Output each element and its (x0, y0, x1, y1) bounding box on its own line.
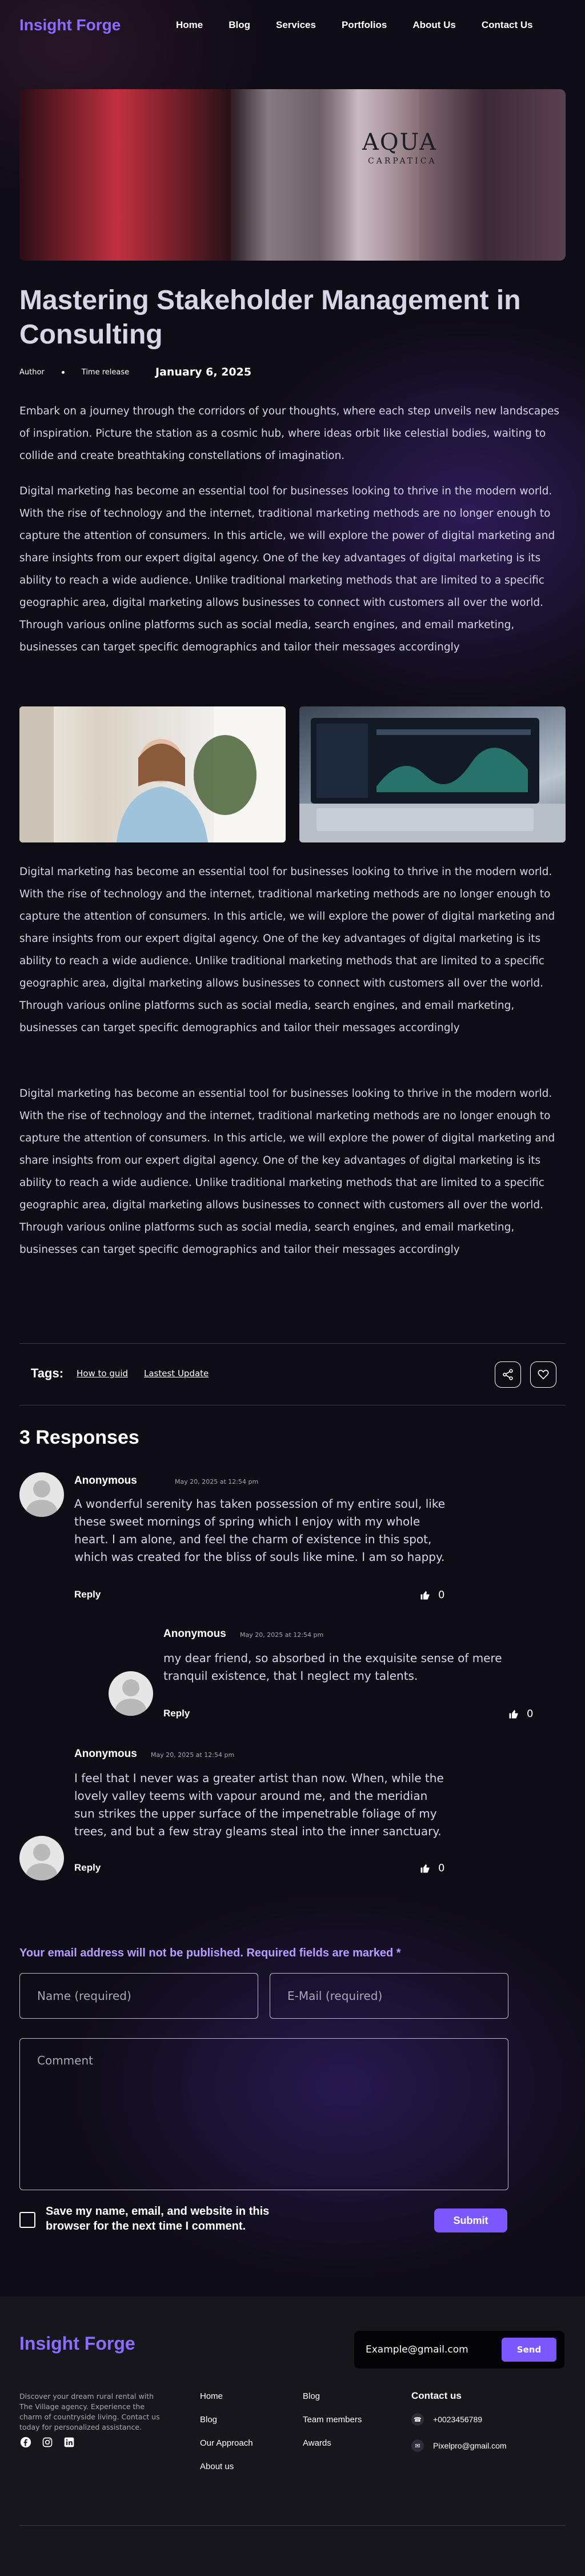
bottle-graphic (231, 89, 438, 261)
article-meta (19, 368, 129, 377)
bottle-brand-text: AQUA (362, 129, 438, 155)
nav-blog[interactable]: Blog (229, 19, 251, 30)
save-info-label: Save my name, email, and website in this browser for the next time I comment. (46, 2205, 270, 2232)
footer-link-team-members[interactable]: Team members (303, 2415, 362, 2425)
reply-button[interactable]: Reply (74, 1862, 101, 1873)
article-paragraph-2: Digital marketing has become an essential tool for businesses looking to thrive in the modern world. With the rise of technology and the internet, traditional marketing methods are no longer enough to capture the attention of consumers. In this article, we will explore the power of digital marketing and share insights from our expert digital agency. One of the key advantages of digital marketing is its ability to reach a wide audience. Unlike traditional marketing methods that are limited to a specific geographic area, digital marketing allows businesses to connect with customers all over the world. Through various online platforms such as social media, search engines, and email marketing, businesses can target specific demographics and tailor their messages accordingly (19, 866, 555, 1034)
footer-link-blog-2[interactable]: Blog (303, 2391, 320, 2401)
comment-textarea[interactable] (19, 2038, 508, 2190)
email-input[interactable] (270, 1973, 508, 2019)
comment-text: I feel that I never was a greater artist than now. When, while the lovely valley teems with vapour around me, and the meridian sun strikes the upper surface of the impenetrable foliage of my trees, and but a few stray gleams steal into the inner sanctuary. (74, 1771, 444, 1838)
comment-text: A wonderful serenity has taken possession of my entire soul, like these sweet mornings of spring which I enjoy with my whole heart. I am alone, and feel the charm of existence in this spot, which was created for the bliss of souls like mine. I am so happy. (74, 1497, 446, 1564)
like-count: 0 (438, 1862, 445, 1874)
phone-number: +0023456789 (433, 2415, 483, 2424)
linkedin-icon[interactable] (63, 2436, 75, 2449)
comment-date: May 20, 2025 at 12:54 pm (175, 1478, 259, 1485)
contact-heading: Contact us (411, 2390, 462, 2401)
mail-icon: ✉ (411, 2439, 424, 2452)
save-info-checkbox[interactable] (19, 2212, 35, 2228)
tag-how-to-guid[interactable]: How to guid (77, 1368, 129, 1379)
tags-label: Tags: (31, 1366, 64, 1380)
contact-email[interactable] (411, 2439, 507, 2452)
comment-author: Anonymous (163, 1628, 226, 1640)
nav-contact-us[interactable]: Contact Us (481, 19, 533, 30)
like-count: 0 (527, 1708, 534, 1720)
comment-like[interactable] (508, 1708, 533, 1720)
footer-description: Discover your dream rural rental with The Village agency. Experience the charm of countryside living. Contact us today for personalized assistance. (19, 2392, 160, 2431)
footer-link-about-us[interactable]: About us (200, 2462, 234, 2471)
site-logo[interactable]: Insight Forge (19, 16, 121, 34)
article-paragraph-1: Digital marketing has become an essential tool for businesses looking to thrive in the modern world. With the rise of technology and the internet, traditional marketing methods are no longer enough to capture the attention of consumers. In this article, we will explore the power of digital marketing and share insights from our expert digital agency. One of the key advantages of digital marketing is its ability to reach a wide audience. Unlike traditional marketing methods that are limited to a specific geographic area, digital marketing allows businesses to connect with customers all over the world. Through various online platforms such as social media, search engines, and email marketing, businesses can target specific demographics and tailor their messages accordingly (19, 485, 555, 653)
article-date: January 6, 2025 (155, 366, 252, 378)
article-title: Mastering Stakeholder Management in Consulting (19, 285, 521, 350)
facebook-icon[interactable] (19, 2436, 32, 2449)
nav-portfolios[interactable]: Portfolios (341, 19, 387, 30)
comment-text: my dear friend, so absorbed in the exquisite sense of mere tranquil existence, that I neglect my talents. (163, 1651, 502, 1683)
submit-button[interactable]: Submit (434, 2208, 507, 2232)
comment-date: May 20, 2025 at 12:54 pm (240, 1631, 324, 1639)
hero-image (19, 89, 566, 261)
article-image-laptop (299, 706, 566, 842)
main-nav (176, 19, 533, 31)
like-count: 0 (438, 1589, 445, 1601)
contact-phone[interactable] (411, 2413, 482, 2426)
avatar (109, 1671, 153, 1716)
share-button[interactable] (495, 1361, 521, 1388)
nav-home[interactable]: Home (176, 19, 203, 30)
share-icon (502, 1368, 514, 1381)
article-date-wrap (155, 366, 251, 378)
subscribe-email-input[interactable] (366, 2341, 491, 2358)
footer-col-1 (200, 2391, 253, 2471)
footer-link-blog[interactable]: Blog (200, 2415, 218, 2425)
form-notice: Your email address will not be published. Required fields are marked * (19, 1947, 401, 1959)
tag-lastest-update[interactable]: Lastest Update (144, 1368, 209, 1379)
footer-divider (19, 2525, 566, 2526)
footer-link-our-approach[interactable]: Our Approach (200, 2438, 253, 2448)
comment-like[interactable] (420, 1589, 444, 1601)
responses-title: 3 Responses (19, 1427, 139, 1448)
laptop-illustration (299, 706, 566, 842)
time-release-label: Time release (81, 368, 130, 377)
subscribe-send-button[interactable]: Send (502, 2338, 556, 2362)
nav-about-us[interactable]: About Us (412, 19, 456, 30)
person-illustration (19, 706, 286, 842)
divider-top (19, 1343, 566, 1344)
footer-link-awards[interactable]: Awards (303, 2438, 331, 2448)
phone-icon: ☎ (411, 2413, 424, 2426)
comment-author: Anonymous (74, 1748, 137, 1760)
name-input[interactable] (19, 1973, 258, 2019)
reply-button[interactable]: Reply (74, 1589, 101, 1600)
thumbs-up-icon (508, 1709, 519, 1719)
meta-separator (62, 371, 65, 374)
footer-link-home[interactable]: Home (200, 2391, 223, 2401)
comment-like[interactable] (420, 1862, 444, 1874)
article-image-person (19, 706, 286, 842)
nav-services[interactable]: Services (276, 19, 316, 30)
reply-button[interactable]: Reply (163, 1708, 190, 1719)
footer-logo[interactable]: Insight Forge (19, 2333, 135, 2354)
footer-col-2 (303, 2391, 362, 2448)
bottle-sub-text: CARPATICA (368, 157, 437, 166)
thumbs-up-icon (420, 1590, 430, 1600)
thumbs-up-icon (420, 1863, 430, 1874)
email-address: Pixelpro@gmail.com (433, 2441, 507, 2450)
heart-icon (537, 1368, 550, 1381)
social-links (19, 2436, 75, 2449)
comment-author: Anonymous (74, 1475, 137, 1487)
author-label: Author (19, 368, 45, 377)
avatar (19, 1836, 64, 1880)
instagram-icon[interactable] (41, 2436, 54, 2449)
like-heart-button[interactable] (530, 1361, 556, 1388)
article-intro: Embark on a journey through the corridors of your thoughts, where each step unveils new landscapes of inspiration. Picture the station as a cosmic hub, where ideas orbit like celestial bodies, waiting to collide and create breathtaking constellations of imagination. (19, 405, 560, 462)
article-paragraph-3: Digital marketing has become an essential tool for businesses looking to thrive in the modern world. With the rise of technology and the internet, traditional marketing methods are no longer enough to capture the attention of consumers. In this article, we will explore the power of digital marketing and share insights from our expert digital agency. One of the key advantages of digital marketing is its ability to reach a wide audience. Unlike traditional marketing methods that are limited to a specific geographic area, digital marketing allows businesses to connect with customers all over the world. Through various online platforms such as social media, search engines, and email marketing, businesses can target specific demographics and tailor their messages accordingly (19, 1088, 555, 1256)
comment-date: May 20, 2025 at 12:54 pm (151, 1751, 235, 1759)
avatar (19, 1472, 64, 1517)
